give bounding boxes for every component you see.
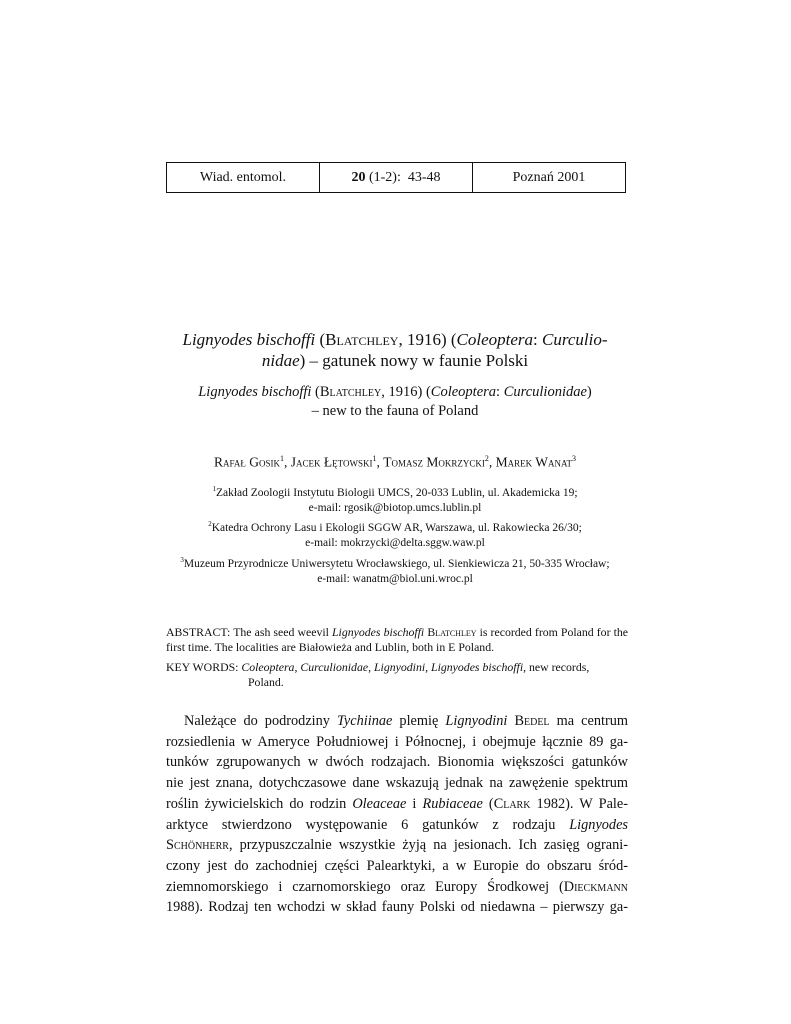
title-family: nidae bbox=[261, 351, 300, 370]
author-affiliation-mark: 1 bbox=[372, 454, 377, 463]
abstract-author: Blatchley bbox=[427, 625, 477, 639]
place-year-text: Poznań 2001 bbox=[512, 169, 586, 185]
taxon-author: Schönherr bbox=[166, 837, 229, 854]
keyword: Coleoptera bbox=[241, 660, 295, 674]
journal-name bbox=[167, 163, 320, 192]
keyword-text: Poland. bbox=[248, 675, 284, 689]
title-author: Blatchley bbox=[319, 384, 382, 400]
body-line bbox=[166, 794, 628, 815]
affiliation-3 bbox=[150, 553, 640, 587]
journal-name-text: Wiad. entomol. bbox=[199, 169, 287, 185]
title-text: ( bbox=[315, 330, 326, 349]
body-line bbox=[166, 835, 628, 856]
title-species: Lignyodes bischoffi bbox=[198, 384, 312, 400]
body-text: roślin żywicielskich do rodzin bbox=[166, 795, 353, 812]
body-line bbox=[166, 815, 628, 836]
volume-number: 20 bbox=[351, 169, 366, 185]
author-affiliation-mark: 1 bbox=[280, 454, 284, 463]
body-line: nie jest znana, dotychczasowe dane wskazują jednak na zawężenie spektrum bbox=[166, 775, 628, 792]
journal-header-table bbox=[166, 162, 626, 193]
title-text: ) bbox=[586, 384, 592, 400]
taxon-author: Bedel bbox=[514, 713, 550, 729]
body-text: , przypuszczalnie wszystkie żyją na jesionach. Ich zasięg ograni- bbox=[228, 837, 628, 854]
affiliation-email: e-mail: wanatm@biol.uni.wroc.pl bbox=[317, 572, 473, 585]
body-line: rozsiedlenia w Ameryce Południowej i Północnej, i obejmuje łącznie 89 ga- bbox=[166, 733, 628, 750]
affiliation-email: e-mail: mokrzycki@delta.sggw.waw.pl bbox=[305, 536, 485, 549]
author-name: Jacek Łętowski bbox=[290, 454, 373, 470]
body-line: czony jest do zachodniej części Palearktyki, a w Europie do obszaru śród- bbox=[166, 857, 628, 874]
taxon-name: Lignyodini bbox=[445, 713, 508, 729]
title-family: Curculionidae bbox=[503, 384, 587, 400]
author-list bbox=[110, 450, 680, 471]
title-text: – new to the fauna of Poland bbox=[311, 403, 479, 419]
title-author: Blatchley bbox=[325, 330, 399, 349]
abstract-text: is recorded from Poland for the first time. The localities are Białowieża and Lublin, both in E Poland. bbox=[166, 625, 629, 654]
title-text: ) – gatunek nowy w faunie Polski bbox=[299, 351, 529, 370]
affiliation-email: e-mail: rgosik@biotop.umcs.lublin.pl bbox=[308, 501, 482, 514]
body-text: ziemnomorskiego i czarnomorskiego oraz Europy Środkowej ( bbox=[166, 878, 564, 895]
title-english bbox=[150, 383, 640, 421]
affiliation-mark: 1 bbox=[212, 485, 216, 493]
body-line: tunków zgrupowanych w dwóch rodzajach. Bionomia większości gatunków bbox=[166, 754, 628, 771]
body-text: ( bbox=[482, 795, 494, 812]
abstract bbox=[166, 625, 628, 655]
author-separator: , bbox=[376, 454, 384, 470]
body-text: ma centrum bbox=[549, 713, 628, 729]
place-year bbox=[473, 163, 625, 192]
body-paragraph bbox=[166, 711, 628, 918]
author-affiliation-mark: 3 bbox=[571, 454, 576, 463]
title-year: , 1916) ( bbox=[381, 384, 431, 400]
author-separator: , bbox=[488, 454, 496, 470]
body-text: i bbox=[406, 795, 423, 812]
author-affiliation-mark: 2 bbox=[484, 454, 489, 463]
taxon-name: Rubiaceae bbox=[422, 795, 483, 812]
keyword: Lignyodes bischoffi bbox=[431, 660, 524, 674]
keyword-text: , new records, bbox=[523, 660, 590, 674]
body-line bbox=[166, 877, 628, 898]
author-name: Rafał Gosik bbox=[214, 454, 280, 470]
keyword-separator: , bbox=[294, 660, 301, 674]
abstract-text: The ash seed weevil bbox=[233, 625, 332, 639]
affiliation-mark: 2 bbox=[208, 520, 212, 528]
body-line: 1988). Rodzaj ten wchodzi w skład fauny Polski od niedawna – pierwszy ga- bbox=[166, 899, 628, 916]
affiliation-address: Katedra Ochrony Lasu i Ekologii SGGW AR, Warszawa, ul. Rakowiecka 26/30; bbox=[211, 521, 582, 534]
keyword-separator: , bbox=[425, 660, 432, 674]
affiliation-address: Zakład Zoologii Instytutu Biologii UMCS, 20-033 Lublin, ul. Akademicka 19; bbox=[215, 486, 578, 499]
affiliation-address: Muzeum Przyrodnicze Uniwersytetu Wrocławskiego, ul. Sienkiewicza 21, 50-335 Wrocław; bbox=[183, 557, 610, 570]
title-text: : bbox=[496, 384, 504, 400]
keyword: Lignyodini bbox=[374, 660, 426, 674]
citation-author: Clark bbox=[493, 795, 531, 812]
title-family: Curculio- bbox=[542, 330, 608, 349]
title-order: Coleoptera bbox=[430, 384, 497, 400]
abstract-label: ABSTRACT: bbox=[166, 625, 234, 639]
author-name: Tomasz Mokrzycki bbox=[383, 454, 485, 470]
affiliation-1 bbox=[150, 482, 640, 516]
body-text: arktyce stwierdzono występowanie 6 gatunków z rodzaju bbox=[166, 816, 570, 833]
keyword-separator: , bbox=[368, 660, 374, 674]
citation-author: Dieckmann bbox=[563, 878, 628, 895]
body-text: Należące do podrodziny bbox=[184, 713, 338, 729]
body-line bbox=[166, 711, 628, 732]
volume-cell bbox=[320, 163, 473, 192]
body-text: plemię bbox=[392, 713, 446, 729]
affiliation-2 bbox=[150, 517, 640, 551]
keywords bbox=[166, 660, 628, 690]
keywords-label: KEY WORDS: bbox=[166, 660, 242, 674]
title-order: Coleoptera bbox=[456, 330, 534, 349]
taxon-name: Tychiinae bbox=[337, 713, 393, 729]
title-text: : bbox=[533, 330, 543, 349]
title-species: Lignyodes bischoffi bbox=[182, 330, 316, 349]
title-polish bbox=[150, 329, 640, 371]
title-text: ( bbox=[311, 384, 320, 400]
affiliation-mark: 3 bbox=[180, 556, 184, 564]
issue-pages: (1-2): 43-48 bbox=[365, 169, 441, 185]
taxon-name: Lignyodes bbox=[569, 816, 628, 833]
taxon-name: Oleaceae bbox=[352, 795, 407, 812]
abstract-species: Lignyodes bischoffi bbox=[332, 625, 425, 639]
author-separator: , bbox=[284, 454, 291, 470]
title-year: , 1916) ( bbox=[398, 330, 457, 349]
body-text: 1982). W Pale- bbox=[530, 795, 628, 812]
author-name: Marek Wanat bbox=[495, 454, 572, 470]
keyword: Curculionidae bbox=[300, 660, 369, 674]
